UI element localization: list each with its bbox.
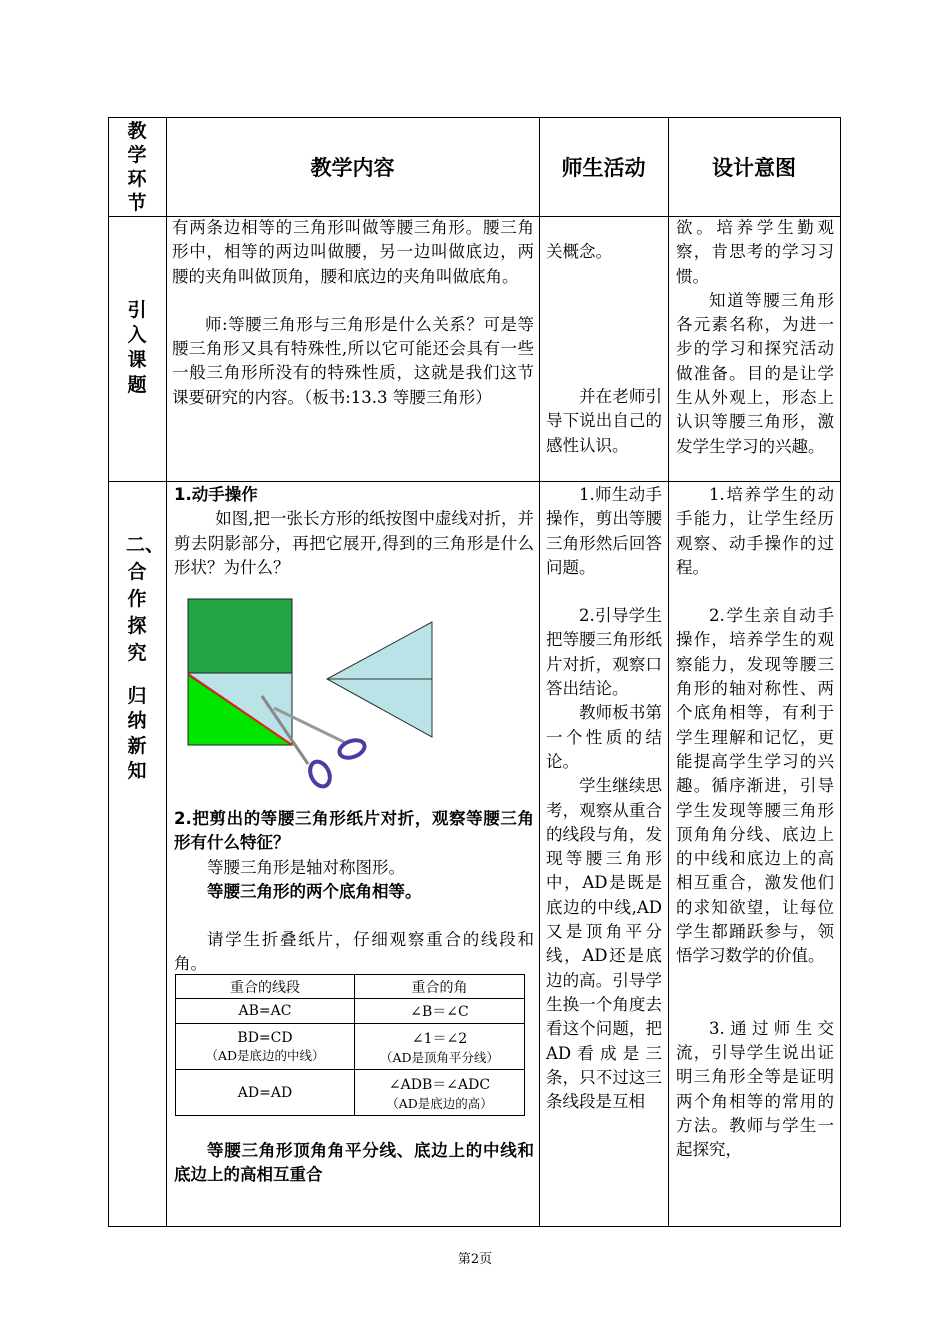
overlap-cell [176,1024,355,1070]
explore-content [174,483,534,580]
overlap-cell [355,1070,525,1116]
row-divider-2 [108,481,841,482]
header-activity: 师生活动 [561,156,646,180]
overlap-cell [355,1024,525,1070]
overlap-cell: AD=AD [176,1070,355,1116]
overlap-cell-note: （AD是底边的高） [386,1095,493,1111]
explore-intent [676,483,834,1162]
overlap-cell-note: （AD是顶角平分线） [379,1049,500,1065]
overlap-cell: AB=AC [176,999,355,1024]
step2-symmetry: 等腰三角形是轴对称图形。 [207,857,405,877]
overlap-cell-main: BD=CD [237,1029,293,1046]
intro-activity-2: 并在老师引导下说出自己的感性认识。 [546,387,662,455]
table-border-right [840,117,841,1227]
step1-text: 如图,把一张长方形的纸按图中虚线对折，并剪去阴影部分，再把它展开,得到的三角形是什么形状？为什么？ [174,509,534,577]
intro-intent-2: 知道等腰三角形各元素名称，为进一步的学习和探究活动做准备。目的是让学生从外观上，形态上认识等腰三角形，激发学生学习的兴趣。 [676,290,834,456]
page-number: 第2页 [457,1252,493,1267]
intro-content [172,216,534,410]
intro-activity-1: 关概念。 [546,242,612,261]
overlap-table [175,974,525,1116]
header-intent: 设计意图 [712,156,796,180]
explore-activity [546,483,662,1114]
overlap-cell: ∠B＝∠C [355,999,525,1024]
intent-3: 3.通过师生交流，引导学生说出证明三角形全等是证明两个角相等的常用的方法。教师与学生一起探究， [676,1018,834,1160]
overlap-cell-main: ∠1＝∠2 [411,1030,468,1047]
intro-intent-1: 欲。培养学生勤观察，肯思考的学习习惯。 [676,218,834,286]
header-section: 教学环节 [127,120,147,214]
table-divider-2 [539,117,540,1227]
activity-3: 教师板书第一个性质的结论。 [546,703,662,771]
intro-definition: 有两条边相等的三角形叫做等腰三角形。腰三角形中，相等的两边叫做腰，另一边叫做底边，两腰的夹角叫做顶角，腰和底边的夹角叫做底角。 [172,218,534,286]
table-border-left [108,117,109,1227]
activity-1: 1.师生动手操作，剪出等腰三角形然后回答问题。 [546,485,662,577]
table-divider-3 [668,117,669,1227]
conclusion: 等腰三角形顶角角平分线、底边上的中线和底边上的高相互重合 [174,1141,534,1185]
overlap-cell-note: （AD是底边的中线） [205,1047,325,1063]
table-border-bottom [108,1226,841,1227]
intent-1: 1.培养学生的动手能力，让学生经历观察、动手操作的过程。 [676,485,834,577]
intent-2: 2.学生亲自动手操作，培养学生的观察能力，发现等腰三角形的轴对称性、两个底角相等，有利于学生理解和记忆，更能提高学生学习的兴趣。循序渐进，引导学生发现等腰三角形顶角角分线、底边上的中线和底边上的高相互重合，激发他们的求知欲望，让每位学生都踊跃参与，领悟学习数学的价值。 [676,606,834,966]
paper-cut-figure [180,592,440,797]
header-content: 教学内容 [310,156,395,180]
table-divider-1 [166,117,167,1227]
table-border-top [108,117,841,118]
folded-rectangle-top [188,599,292,673]
intro-question: 师:等腰三角形与三角形是什么关系？可是等腰三角形又具有特殊性,所以它可能还会具有一些一般三角形所没有的特殊性质，这就是我们这节课要研究的内容。（板书:13.3 等腰三角形） [172,314,534,407]
step1-title: 1.动手操作 [174,485,258,504]
intro-intent [676,216,834,459]
step2-base-angles: 等腰三角形的两个底角相等。 [207,881,422,901]
overlap-header-angles: 重合的角 [355,975,525,999]
step2-title: 2.把剪出的等腰三角形纸片对折，观察等腰三角形有什么特征？ [174,809,534,853]
section-summarize: 归纳新知 [127,685,147,782]
activity-4: 学生继续思考，观察从重合的线段与角，发现等腰三角形中，AD是既是底边的中线,AD又是顶角平分线，AD还是底边的高。引导学生换一个角度去看这个问题，把AD看成是三条，只不过这三条线段是互相 [546,776,662,1112]
overlap-cell-main: ∠ADB＝∠ADC [388,1076,491,1093]
activity-2: 2.引导学生把等腰三角形纸片对折，观察口答出结论。 [546,606,662,699]
intro-activity [546,240,662,264]
section-explore: 二、合作探究 [126,534,165,664]
step2-instruction: 请学生折叠纸片，仔细观察重合的线段和角。 [174,930,534,974]
step2-content [174,807,534,977]
section-intro: 引入课题 [127,299,147,396]
overlap-header-segments: 重合的线段 [176,975,355,999]
